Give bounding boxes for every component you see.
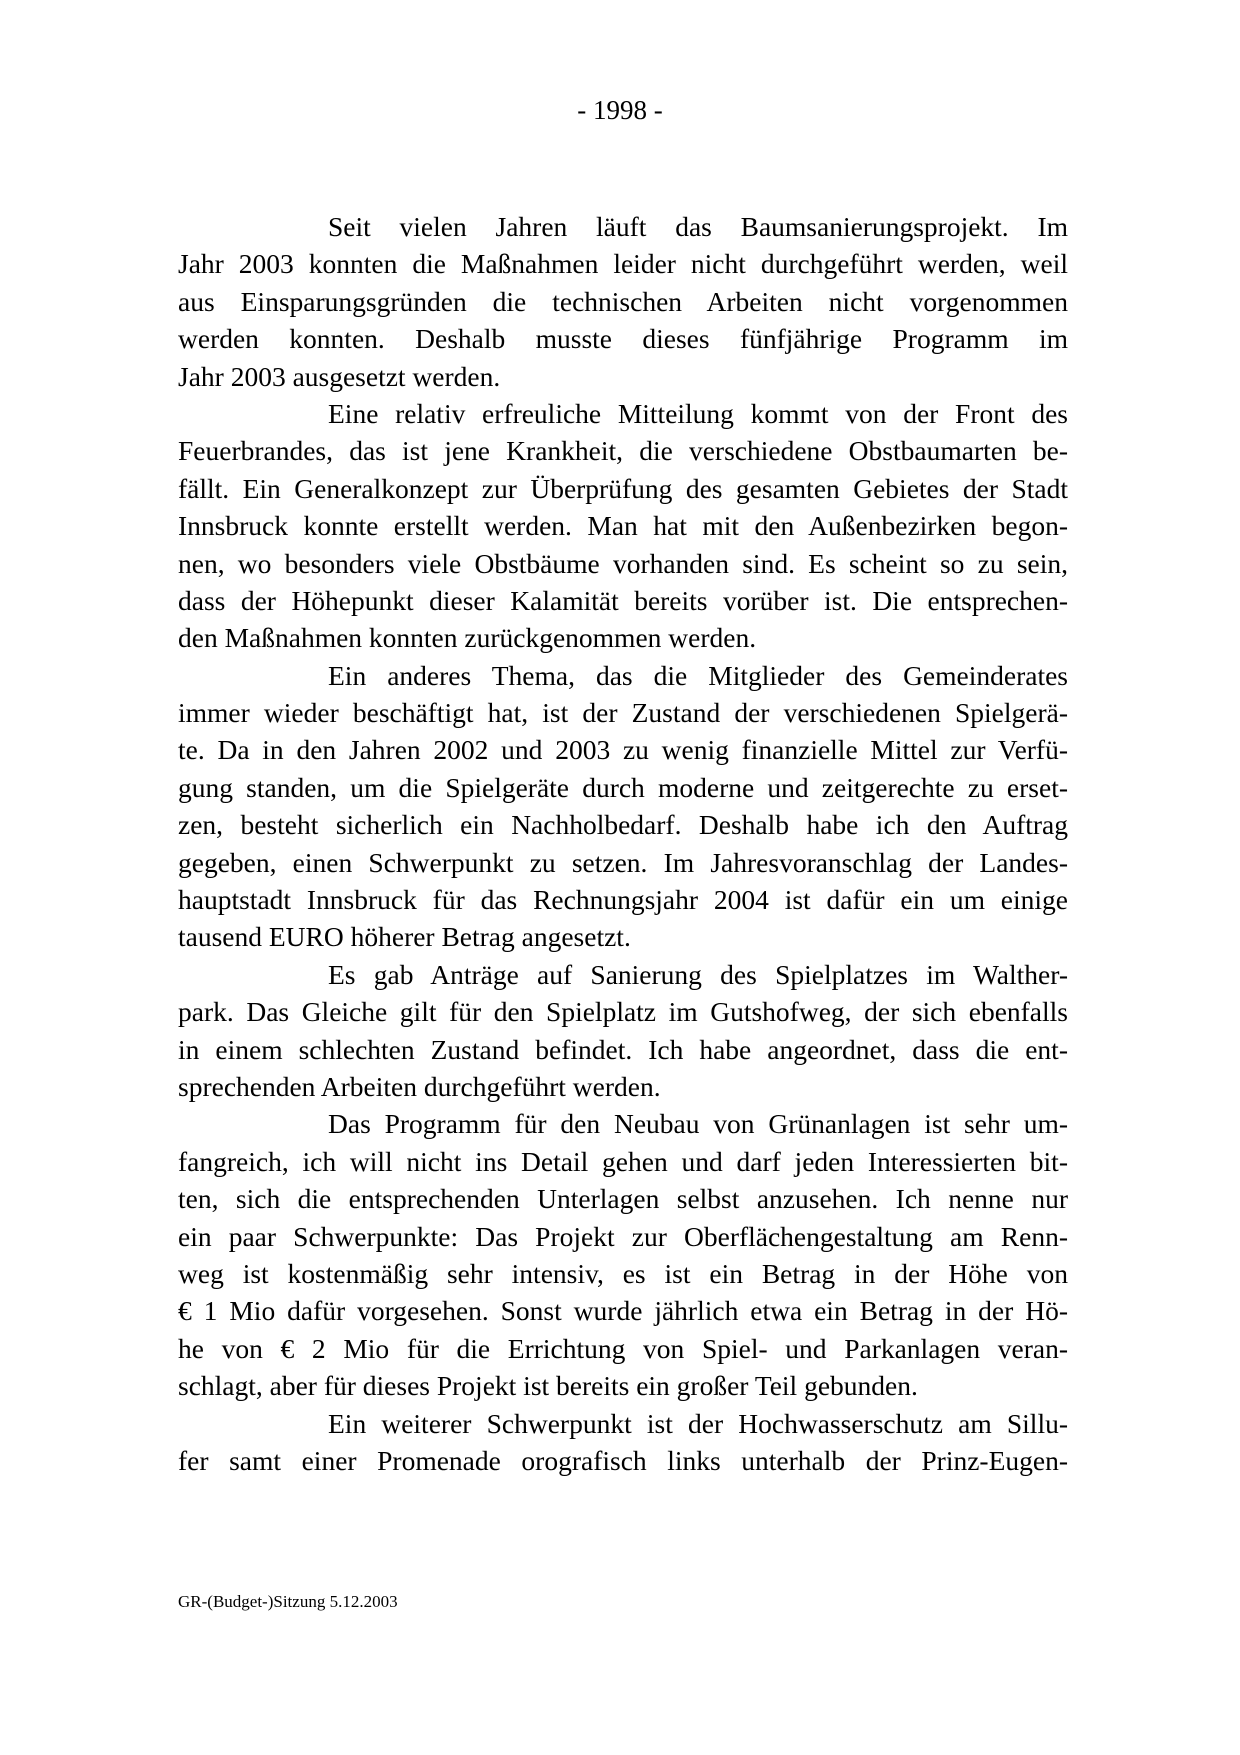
text-line: zen, besteht sicherlich ein Nachholbedarf. Deshalb habe ich den Auftrag [178,809,1068,841]
text-line: he von € 2 Mio für die Errichtung von Spiel- und Parkanlagen veran- [178,1332,1068,1364]
text-line: park. Das Gleiche gilt für den Spielplatz im Gutshofweg, der sich ebenfalls [178,996,1068,1028]
text-line: fällt. Ein Generalkonzept zur Überprüfung des gesamten Gebietes der Stadt [178,472,1068,504]
text-line: Jahr 2003 ausgesetzt werden. [178,360,501,392]
text-line: Seit vielen Jahren läuft das Baumsanierungsprojekt. Im [328,211,1068,242]
paragraph [178,1105,1068,1404]
text-line: Das Programm für den Neubau von Grünanlagen ist sehr um- [328,1108,1068,1140]
text-line: € 1 Mio dafür vorgesehen. Sonst wurde jährlich etwa ein Betrag in der Hö- [178,1295,1068,1327]
paragraph [178,956,1068,1106]
text-line: weg ist kostenmäßig sehr intensiv, es ist ein Betrag in der Höhe von [178,1257,1068,1289]
paragraph [178,395,1068,657]
text-line: nen, wo besonders viele Obstbäume vorhanden sind. Es scheint so zu sein, [178,547,1068,579]
text-line: in einem schlechten Zustand befindet. Ich habe angeordnet, dass die ent- [178,1033,1068,1065]
text-line: fer samt einer Promenade orografisch links unterhalb der Prinz-Eugen- [178,1444,1068,1476]
text-line: Innsbruck konnte erstellt werden. Man hat mit den Außenbezirken begon- [178,510,1068,542]
text-line: werden konnten. Deshalb musste dieses fünfjährige Programm im [178,323,1068,355]
text-line: sprechenden Arbeiten durchgeführt werden. [178,1070,661,1102]
paragraph [178,1405,1068,1480]
text-line: te. Da in den Jahren 2002 und 2003 zu wenig finanzielle Mittel zur Verfü- [178,734,1068,766]
paragraph [178,208,1068,395]
text-line: schlagt, aber für dieses Projekt ist bereits ein großer Teil gebunden. [178,1370,918,1402]
text-line: ten, sich die entsprechenden Unterlagen selbst anzusehen. Ich nenne nur [178,1183,1068,1215]
text-line: dass der Höhepunkt dieser Kalamität bereits vorüber ist. Die entsprechen- [178,584,1068,616]
text-line: Jahr 2003 konnten die Maßnahmen leider nicht durchgeführt werden, weil [178,248,1068,280]
document-body [178,208,1068,1479]
text-line: tausend EURO höherer Betrag angesetzt. [178,921,631,953]
text-line: ein paar Schwerpunkte: Das Projekt zur Oberflächengestaltung am Renn- [178,1220,1068,1252]
text-line: gung standen, um die Spielgeräte durch moderne und zeitgerechte zu erset- [178,771,1068,803]
text-line: gegeben, einen Schwerpunkt zu setzen. Im Jahresvoranschlag der Landes- [178,846,1068,878]
page-number: - 1998 - [577,95,663,125]
text-line: hauptstadt Innsbruck für das Rechnungsjahr 2004 ist dafür ein um einige [178,884,1068,916]
text-line: den Maßnahmen konnten zurückgenommen werden. [178,622,757,654]
page-footer: GR-(Budget-)Sitzung 5.12.2003 [178,1592,398,1611]
text-line: Ein anderes Thema, das die Mitglieder des Gemeinderates [328,659,1068,691]
paragraph [178,657,1068,956]
text-line: Es gab Anträge auf Sanierung des Spielplatzes im Walther- [328,958,1068,990]
text-line: fangreich, ich will nicht ins Detail gehen und darf jeden Interessierten bit- [178,1145,1068,1177]
text-line: immer wieder beschäftigt hat, ist der Zustand der verschiedenen Spielgerä- [178,697,1068,729]
text-line: Feuerbrandes, das ist jene Krankheit, die verschiedene Obstbaumarten be- [178,435,1068,467]
text-line: Eine relativ erfreuliche Mitteilung kommt von der Front des [328,397,1068,429]
text-line: aus Einsparungsgründen die technischen Arbeiten nicht vorgenommen [178,285,1068,317]
text-line: Ein weiterer Schwerpunkt ist der Hochwasserschutz am Sillu- [328,1407,1068,1439]
